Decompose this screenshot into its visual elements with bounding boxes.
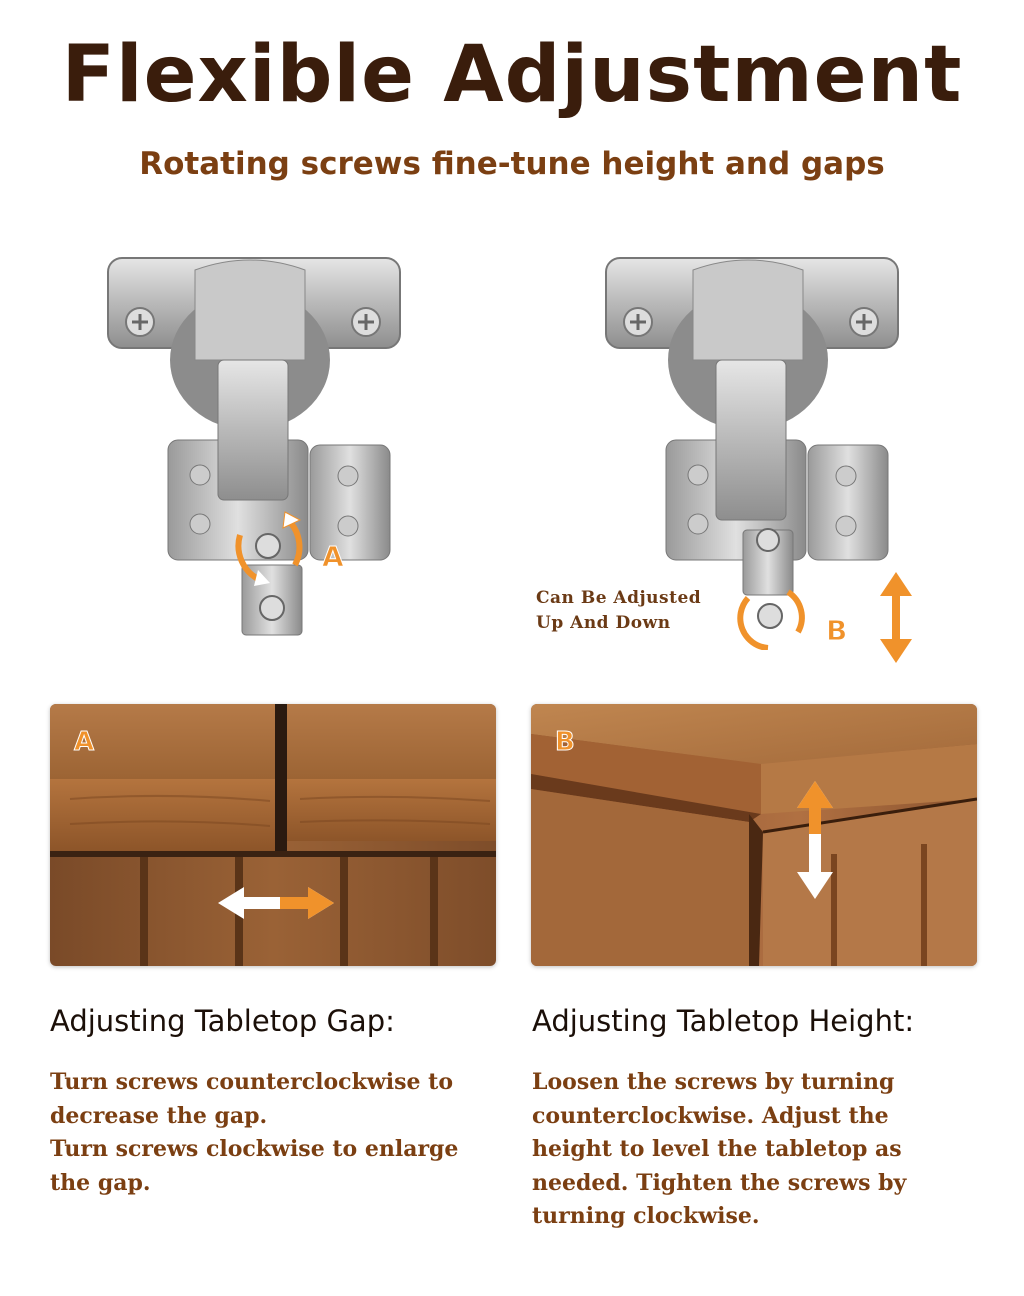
height-instruction: Loosen the screws by turning counterclockwise. Adjust the height to level the tabletop as needed. Tighten the screws by turning clockwise. xyxy=(532,1069,907,1229)
hinge-a-marker xyxy=(320,538,350,572)
photo-b-marker: B xyxy=(555,727,575,757)
adjust-label-line2: Up And Down xyxy=(536,613,671,633)
gap-heading: Adjusting Tabletop Gap: xyxy=(50,1004,395,1038)
photo-a-marker: A xyxy=(74,727,95,757)
height-instructions xyxy=(532,1066,972,1234)
hinge-illustration-a xyxy=(100,250,410,650)
adjust-label-line1: Can Be Adjusted xyxy=(536,588,702,608)
tabletop-height-photo xyxy=(531,704,977,966)
page-subtitle: Rotating screws fine-tune height and gaps xyxy=(139,146,885,182)
hinge-a-letter: A xyxy=(322,540,344,572)
gap-instructions xyxy=(50,1066,500,1200)
gap-instruction-2: Turn screws clockwise to enlarge the gap. xyxy=(50,1136,459,1196)
hinge-b-letter: B xyxy=(826,614,848,646)
adjust-up-down-label xyxy=(536,586,736,636)
tabletop-gap-photo xyxy=(50,704,496,966)
height-heading: Adjusting Tabletop Height: xyxy=(532,1004,915,1038)
page-title: Flexible Adjustment xyxy=(61,30,963,120)
gap-instruction-1: Turn screws counterclockwise to decrease the gap. xyxy=(50,1069,453,1129)
up-down-arrow-icon xyxy=(876,570,916,665)
hinge-b-marker xyxy=(824,612,854,646)
